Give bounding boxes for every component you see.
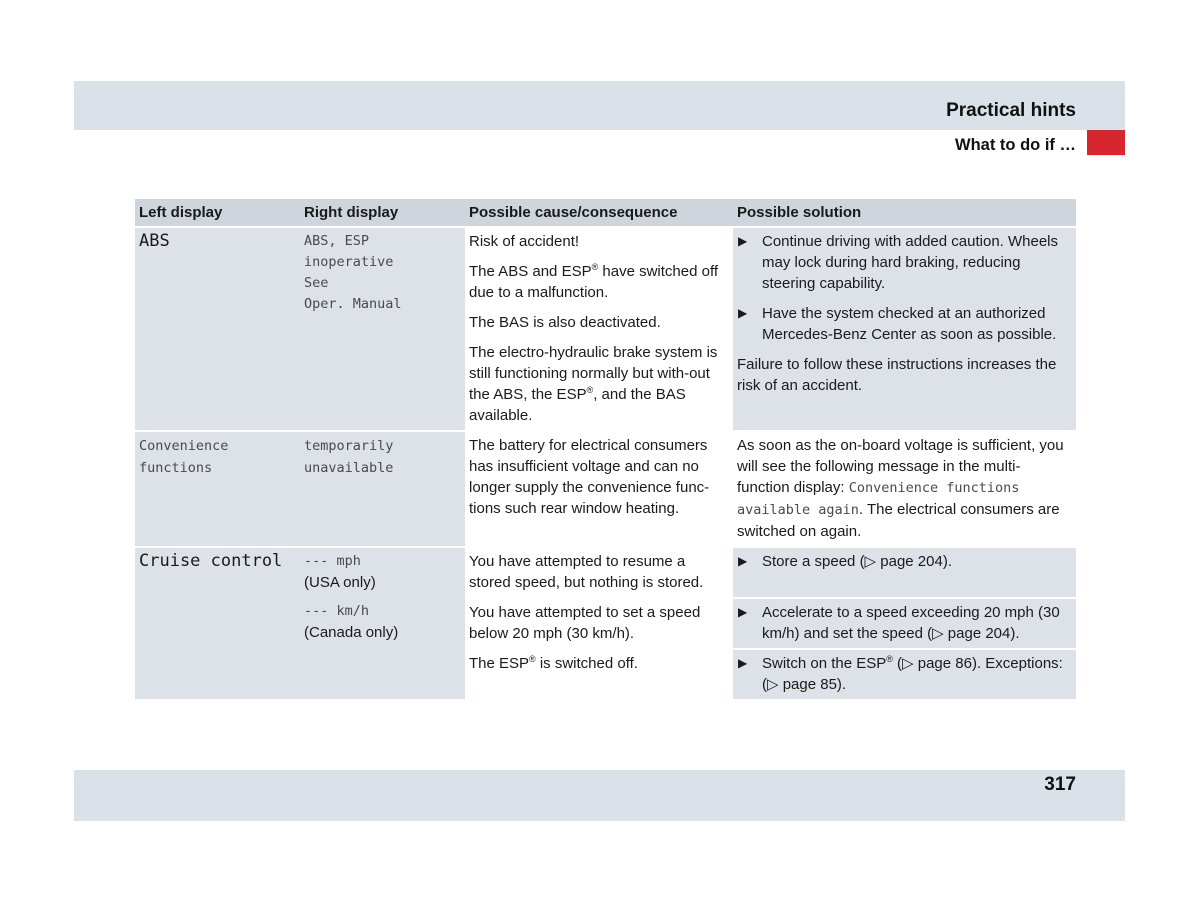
cruise-solution-2 <box>733 598 1076 649</box>
bullet-arrow-icon: ▶ <box>738 554 748 568</box>
troubleshooting-table <box>135 199 1076 699</box>
cruise-cause-2: You have attempted to set a speed below 20 mph (30 km/h). <box>465 598 733 649</box>
chapter-tab-marker <box>1087 130 1125 155</box>
table-row-abs <box>135 227 1076 431</box>
column-header-right-display: Right display <box>300 199 465 227</box>
convenience-solution: As soon as the on-board voltage is sufficient, you will see the following message in the multi-function display: Convenience functions available again. The electrical consumers are switched on again. <box>733 431 1076 547</box>
column-header-cause: Possible cause/consequence <box>465 199 733 227</box>
column-header-left-display: Left display <box>135 199 300 227</box>
bullet-arrow-icon: ▶ <box>738 234 748 248</box>
cruise-cause-3: The ESP® is switched off. <box>465 649 733 699</box>
cruise-right-display: --- mph (USA only) --- km/h (Canada only) <box>300 547 465 699</box>
abs-solution: ▶ Continue driving with added caution. Wheels may lock during hard braking, reducing steering capability. ▶ Have the system checked at an authorized Mercedes-Benz Center as soon as possible. Failure to follow these instructions increases the risk of an accident. <box>733 227 1076 431</box>
bullet-arrow-icon: ▶ <box>738 605 748 619</box>
column-header-solution: Possible solution <box>733 199 1076 227</box>
section-title: Practical hints <box>946 100 1076 121</box>
abs-cause: Risk of accident! The ABS and ESP® have switched off due to a malfunction. The BAS is also deactivated. The electro-hydraulic brake system is still functioning normally but with-out the ABS, the ESP®, and the BAS available. <box>465 227 733 431</box>
list-item: ▶ Continue driving with added caution. Wheels may lock during hard braking, reducing steering capability. <box>738 233 1059 292</box>
footer-band <box>74 770 1125 821</box>
list-item: ▶ Store a speed (▷ page 204). <box>738 553 952 570</box>
convenience-left-display: Convenience functions <box>135 431 300 547</box>
cruise-solution-3 <box>733 649 1076 699</box>
list-item: ▶ Accelerate to a speed exceeding 20 mph (30 km/h) and set the speed (▷ page 204). <box>738 604 1060 642</box>
cruise-solution-1 <box>733 547 1076 598</box>
cruise-cause-1: You have attempted to resume a stored speed, but nothing is stored. <box>465 547 733 598</box>
convenience-cause: The battery for electrical consumers has insufficient voltage and can no longer supply the convenience func-tions such rear window heating. <box>465 431 733 547</box>
bullet-arrow-icon: ▶ <box>738 306 748 320</box>
bullet-arrow-icon: ▶ <box>738 656 748 670</box>
cruise-left-display: Cruise control <box>135 547 300 699</box>
table-header-row <box>135 199 1076 227</box>
table-row-convenience <box>135 431 1076 547</box>
table-row-cruise-1 <box>135 547 1076 598</box>
display-message: Convenience functions available again <box>737 480 1020 518</box>
list-item: ▶ Have the system checked at an authorized Mercedes-Benz Center as soon as possible. <box>738 305 1057 343</box>
abs-left-display: ABS <box>135 227 300 431</box>
convenience-right-display: temporarily unavailable <box>300 431 465 547</box>
abs-right-display: ABS, ESP inoperative See Oper. Manual <box>300 227 465 431</box>
page-number: 317 <box>1044 774 1076 795</box>
list-item: ▶ Switch on the ESP® (▷ page 86). Exceptions: (▷ page 85). <box>738 654 1063 693</box>
subsection-title: What to do if … <box>955 136 1076 154</box>
